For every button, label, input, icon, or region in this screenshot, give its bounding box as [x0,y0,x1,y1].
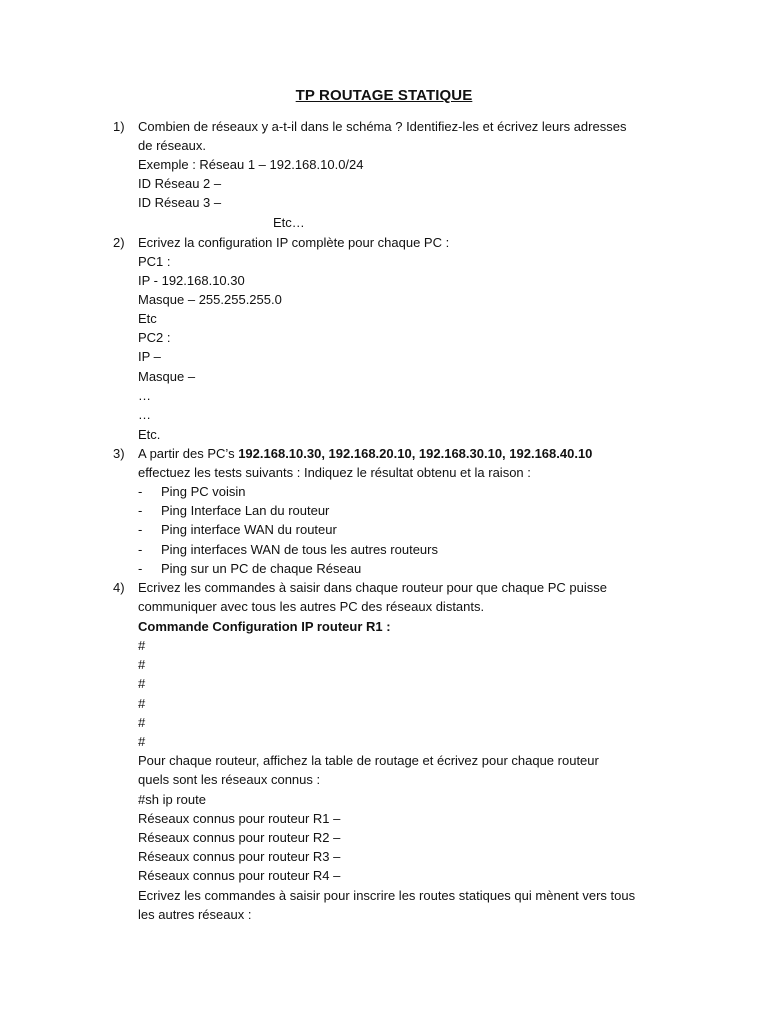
routing-table-text-line1: Pour chaque routeur, affichez la table de routage et écrivez pour chaque routeur [138,753,599,768]
question-3-prefix: A partir des PC’s [138,446,239,461]
question-2-ellipsis-2: … [138,407,151,422]
question-1-example: Exemple : Réseau 1 – 192.168.10.0/24 [138,157,364,172]
question-2-number: 2) [113,235,125,250]
page-title: TP ROUTAGE STATIQUE [295,87,473,104]
question-3-text-line1 [138,446,592,462]
command-prompt-line: # [138,638,146,653]
question-2-etc-2: Etc. [138,427,161,442]
test-item: Ping interface WAN du routeur [161,522,337,537]
bullet-dash: - [138,503,143,518]
question-2-ellipsis-1: … [138,388,151,403]
question-2-pc2-ip: IP – [138,349,161,364]
bullet-dash: - [138,522,143,537]
question-1-text-line2: de réseaux. [138,138,206,153]
question-1-etc: Etc… [273,215,305,230]
show-ip-route-command: #sh ip route [138,792,206,807]
known-networks-r1: Réseaux connus pour routeur R1 – [138,811,341,826]
bullet-dash: - [138,542,143,557]
question-1-text-line1: Combien de réseaux y a-t-il dans le schéma ? Identifiez-les et écrivez leurs adresses [138,119,627,134]
question-1-network-3: ID Réseau 3 – [138,195,222,210]
static-routes-text-line1: Ecrivez les commandes à saisir pour inscrire les routes statiques qui mènent vers tous [138,888,636,903]
question-2-pc1-label: PC1 : [138,254,171,269]
test-item: Ping interfaces WAN de tous les autres routeurs [161,542,438,557]
question-3-text-line2: effectuez les tests suivants : Indiquez le résultat obtenu et la raison : [138,465,531,480]
question-4-text-line2: communiquer avec tous les autres PC des réseaux distants. [138,599,485,614]
bullet-dash: - [138,561,143,576]
test-item: Ping PC voisin [161,484,246,499]
question-2-pc2-label: PC2 : [138,330,171,345]
question-1-number: 1) [113,119,125,134]
question-2-pc1-mask: Masque – 255.255.255.0 [138,292,282,307]
test-item: Ping Interface Lan du routeur [161,503,330,518]
static-routes-text-line2: les autres réseaux : [138,907,252,922]
command-prompt-line: # [138,696,146,711]
question-2-text: Ecrivez la configuration IP complète pour chaque PC : [138,235,450,250]
command-prompt-line: # [138,715,146,730]
command-prompt-line: # [138,734,146,749]
question-2-etc-1: Etc [138,311,157,326]
command-config-title: Commande Configuration IP routeur R1 : [138,619,391,634]
question-4-number: 4) [113,580,125,595]
question-2-pc1-ip: IP - 192.168.10.30 [138,273,245,288]
question-2-pc2-mask: Masque – [138,369,196,384]
question-4-text-line1: Ecrivez les commandes à saisir dans chaque routeur pour que chaque PC puisse [138,580,607,595]
question-1-network-2: ID Réseau 2 – [138,176,222,191]
routing-table-text-line2: quels sont les réseaux connus : [138,772,321,787]
command-prompt-line: # [138,676,146,691]
known-networks-r2: Réseaux connus pour routeur R2 – [138,830,341,845]
known-networks-r4: Réseaux connus pour routeur R4 – [138,868,341,883]
bullet-dash: - [138,484,143,499]
known-networks-r3: Réseaux connus pour routeur R3 – [138,849,341,864]
command-prompt-line: # [138,657,146,672]
question-3-number: 3) [113,446,125,461]
test-item: Ping sur un PC de chaque Réseau [161,561,362,576]
question-3-ip-list: 192.168.10.30, 192.168.20.10, 192.168.30.10, 192.168.40.10 [238,446,593,461]
